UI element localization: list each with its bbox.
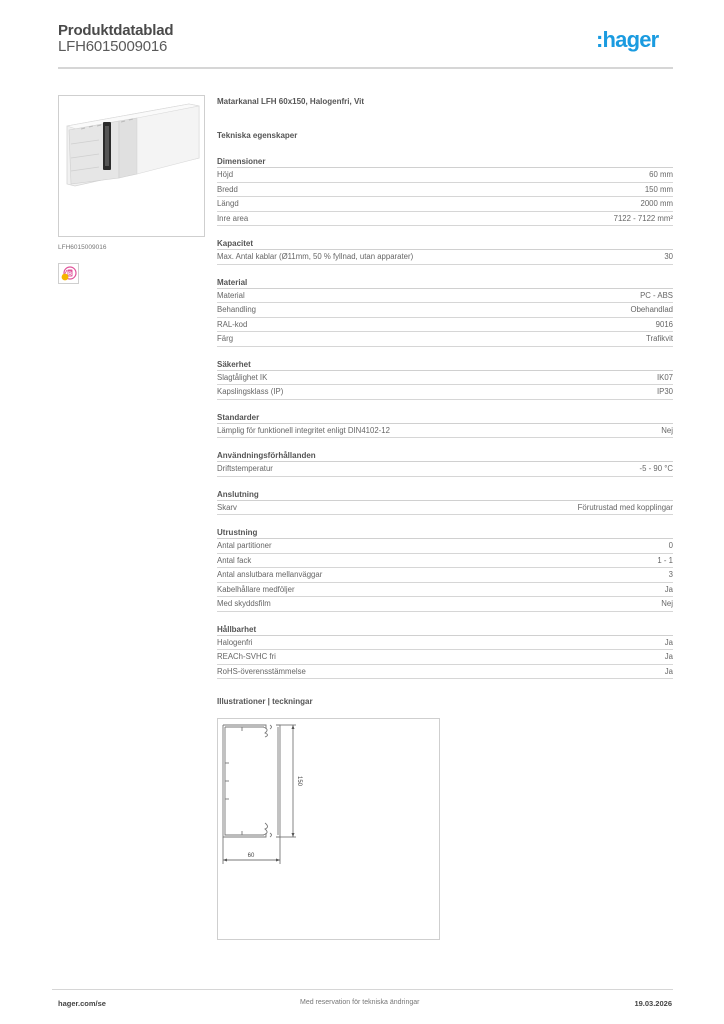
- spec-section: [217, 489, 673, 516]
- spec-row: [217, 583, 673, 598]
- spec-value: Förutrustad med kopplingar: [577, 502, 673, 512]
- spec-value: 30: [664, 252, 673, 261]
- spec-row: [217, 462, 673, 477]
- section-title: Material: [217, 277, 673, 289]
- spec-value: Nej: [661, 425, 673, 435]
- spec-label: Bredd: [217, 184, 238, 194]
- halogen-free-badge-icon: [59, 264, 78, 283]
- spec-section: [217, 277, 673, 347]
- spec-section: [217, 238, 673, 265]
- hager-logo: :hager: [596, 27, 659, 52]
- spec-row: [217, 501, 673, 516]
- spec-row: [217, 250, 673, 265]
- spec-value: Ja: [664, 666, 673, 676]
- main-content: [217, 97, 673, 940]
- svg-text:B: B: [68, 271, 72, 278]
- cable-trunking-photo-icon: [59, 96, 204, 236]
- spec-label: Max. Antal kablar (Ø11mm, 50 % fyllnad, utan apparater): [217, 252, 414, 261]
- spec-sections: [217, 156, 673, 679]
- spec-row: [217, 197, 673, 212]
- spec-label: Färg: [217, 334, 234, 343]
- spec-label: Höjd: [217, 170, 234, 179]
- spec-value: IK07: [656, 372, 673, 382]
- spec-label: Antal fack: [217, 555, 252, 565]
- spec-value: 3: [668, 570, 673, 579]
- section-title: Standarder: [217, 412, 673, 424]
- spec-value: IP30: [656, 387, 673, 396]
- spec-value: PC - ABS: [640, 290, 673, 300]
- spec-row: [217, 168, 673, 183]
- spec-label: Antal anslutbara mellanväggar: [217, 570, 323, 579]
- section-title: Användningsförhållanden: [217, 450, 673, 462]
- spec-label: Lämplig för funktionell integritet enligt DIN4102-12: [217, 425, 390, 435]
- spec-value: Nej: [661, 599, 673, 608]
- illustrations-heading: Illustrationer | teckningar: [217, 697, 313, 706]
- product-image-caption: LFH6015009016: [58, 244, 107, 251]
- spec-section: [217, 156, 673, 226]
- spec-label: Längd: [217, 199, 239, 208]
- technical-properties-heading: Tekniska egenskaper: [217, 131, 298, 140]
- footer-website-link[interactable]: hager.com/se: [58, 999, 106, 1008]
- spec-row: [217, 385, 673, 400]
- spec-row: [217, 636, 673, 651]
- spec-row: [217, 332, 673, 347]
- spec-label: Slagtålighet IK: [217, 372, 268, 382]
- spec-section: [217, 412, 673, 439]
- spec-value: Ja: [664, 652, 673, 661]
- spec-value: -5 - 90 °C: [639, 464, 673, 473]
- spec-label: Kapslingsklass (IP): [217, 387, 284, 396]
- spec-label: Med skyddsfilm: [217, 599, 271, 608]
- product-code: LFH6015009016: [58, 38, 168, 55]
- spec-value: 60 mm: [649, 170, 673, 179]
- spec-row: [217, 539, 673, 554]
- spec-section: [217, 527, 673, 612]
- spec-value: 7122 - 7122 mm²: [613, 213, 673, 223]
- spec-label: Behandling: [217, 305, 257, 314]
- spec-label: Driftstemperatur: [217, 464, 273, 473]
- spec-row: [217, 665, 673, 680]
- spec-label: Halogenfri: [217, 637, 253, 647]
- spec-value: 150 mm: [644, 184, 673, 194]
- spec-label: Antal partitioner: [217, 541, 272, 550]
- spec-value: Ja: [664, 584, 673, 594]
- spec-label: Skarv: [217, 502, 237, 512]
- spec-section: [217, 359, 673, 400]
- spec-label: RoHS-överensstämmelse: [217, 666, 306, 676]
- technical-drawing: [217, 718, 440, 940]
- footer-divider: [52, 989, 673, 990]
- spec-label: Material: [217, 290, 245, 300]
- spec-label: REACh-SVHC fri: [217, 652, 276, 661]
- section-title: Säkerhet: [217, 359, 673, 371]
- spec-value: 2000 mm: [640, 199, 673, 208]
- product-image: [58, 95, 205, 237]
- spec-row: [217, 303, 673, 318]
- product-name: Matarkanal LFH 60x150, Halogenfri, Vit: [217, 97, 365, 106]
- footer-date: 19.03.2026: [634, 999, 672, 1008]
- spec-label: Kabelhållare medföljer: [217, 584, 295, 594]
- drawing-width-label: 60: [247, 853, 255, 859]
- spec-row: [217, 212, 673, 227]
- spec-value: 1 - 1: [657, 555, 673, 565]
- spec-row: [217, 318, 673, 333]
- spec-section: [217, 450, 673, 477]
- spec-row: [217, 554, 673, 569]
- section-title: Dimensioner: [217, 156, 673, 168]
- spec-row: [217, 371, 673, 386]
- page-title: Produktdatablad: [58, 22, 174, 39]
- spec-row: [217, 597, 673, 612]
- section-title: Kapacitet: [217, 238, 673, 250]
- badge: [58, 263, 79, 284]
- spec-value: 0: [668, 541, 673, 550]
- spec-row: [217, 568, 673, 583]
- cross-section-drawing-icon: [218, 719, 439, 939]
- spec-value: Obehandlad: [630, 305, 673, 314]
- spec-label: Inre area: [217, 213, 249, 223]
- spec-row: [217, 289, 673, 304]
- spec-row: [217, 650, 673, 665]
- spec-value: Trafikvit: [646, 334, 673, 343]
- section-title: Hållbarhet: [217, 624, 673, 636]
- spec-value: 9016: [655, 319, 673, 329]
- section-title: Anslutning: [217, 489, 673, 501]
- footer-disclaimer: Med reservation för tekniska ändringar: [300, 999, 420, 1006]
- spec-row: [217, 424, 673, 439]
- spec-value: Ja: [664, 637, 673, 647]
- header-divider: [58, 67, 673, 69]
- spec-label: RAL-kod: [217, 319, 248, 329]
- spec-section: [217, 624, 673, 680]
- drawing-height-label: 150: [296, 775, 302, 787]
- spec-row: [217, 183, 673, 198]
- section-title: Utrustning: [217, 527, 673, 539]
